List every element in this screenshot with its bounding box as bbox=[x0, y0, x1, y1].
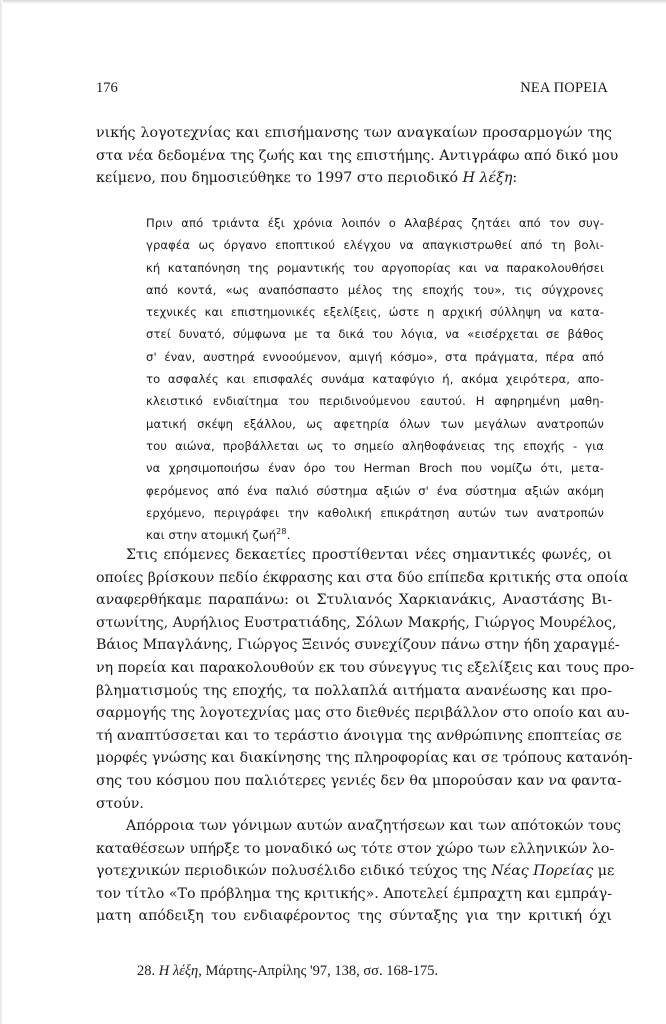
quote-line: να χρησιμοποιήσω έναν όρο του Herman Broch που νομίζω ότι, μετα- bbox=[146, 461, 604, 476]
text-line: στούν. bbox=[96, 795, 144, 812]
intro-paragraph bbox=[96, 122, 619, 190]
footnote bbox=[137, 961, 438, 981]
quote-line: στεί δυνατό, σύμφωνα με τα δικά του λόγια, να «εισέρχεται σε βάθος bbox=[146, 327, 604, 342]
running-head bbox=[96, 80, 608, 100]
text-line: νικής λογοτεχνίας και επισήμανσης των αναγκαίων προσαρμογών της bbox=[96, 125, 612, 141]
block-quote bbox=[146, 212, 604, 546]
text-line: αναφερθήκαμε παραπάνω: οι Στυλιανός Χαρκιανάκις, Αναστάσης Βι- bbox=[96, 592, 612, 609]
text-line: Απόρροια των γόνιμων αυτών αναζητήσεων και των απότοκών τους bbox=[126, 818, 621, 834]
page-number: 176 bbox=[96, 80, 118, 96]
text-line: στα νέα δεδομένα της ζωής και της επιστήμης. Αντιγράφω από δικό μου bbox=[96, 147, 619, 164]
text-line: νη πορεία και παρακολουθούν εκ του σύνεγγυς τις εξελίξεις και τους προ- bbox=[96, 659, 635, 676]
text-fragment: : bbox=[512, 170, 518, 187]
text-line: σης του κόσμου που παλιότερες γενιές δεν θα μπορούσαν καν να φαντα- bbox=[96, 772, 622, 789]
footnote-number: 28. bbox=[137, 963, 159, 979]
text-line: Στις επόμενες δεκαετίες προστίθενται νέες σημαντικές φωνές, οι bbox=[126, 547, 612, 563]
journal-citation: Η λέξη bbox=[462, 170, 513, 187]
quote-line: ματική σκέψη εξάλλου, ως αφετηρία όλων των μεγάλων ανατροπών bbox=[146, 416, 604, 431]
page-edge-shadow bbox=[0, 0, 666, 4]
text-line: καταθέσεων υπήρξε το μοναδικό ως τότε στον χώρο των ελληνικών λο- bbox=[96, 840, 615, 857]
text-line: τον τίτλο «Το πρόβλημα της κριτικής». Αποτελεί έμπραχτη και εμπράγ- bbox=[96, 885, 612, 902]
quote-line: φερόμενος από ένα παλιό σύστημα αξιών σ' ένα σύστημα αξιών ακόμη bbox=[146, 483, 604, 498]
quote-line: Πριν από τριάντα έξι χρόνια λοιπόν ο Αλαβέρας ζητάει από τον συγ- bbox=[146, 216, 604, 230]
quote-line: από κοντά, «ως αναπόσπαστο μέλος της εποχής του», τις σύγχρονες bbox=[146, 282, 604, 297]
text-line bbox=[96, 860, 615, 883]
quote-line: κλειστικό ενδιαίτημα του περιδινούμενου εαυτού. Η αφηρημένη μαθη- bbox=[146, 394, 604, 409]
footnote-details: , Μάρτης-Απρίλης '97, 138, σσ. 168-175. bbox=[198, 963, 439, 979]
text-line: στωνίτης, Αυρήλιος Ευστρατιάδης, Σόλων Μακρής, Γιώργος Μουρέλος, bbox=[96, 614, 617, 631]
journal-citation: Νέας Πορείας bbox=[491, 863, 594, 880]
text-fragment: και στην ατομική ζωή bbox=[146, 528, 277, 543]
quote-line: σ' έναν, αυστηρά εννοούμενον, αμιγή κόσμο», στα πράγματα, πέρα από bbox=[146, 349, 604, 364]
footnote-reference[interactable]: 28 bbox=[276, 527, 287, 537]
text-line: σαρμογής της λογοτεχνίας μας στο διεθνές περιβάλλον στο οποίο και αυ- bbox=[96, 705, 630, 722]
text-line: τή αναπτύσσεται και το τεράστιο άνοιγμα της ανθρώπινης εποπτείας σε bbox=[96, 727, 622, 744]
text-line: ματη απόδειξη του ενδιαφέροντος της σύνταξης για την κριτική όχι bbox=[96, 908, 612, 925]
quote-line: τεχνικές και επιστημονικές εξελίξεις, ώστε η αρχική σύλληψη να κατα- bbox=[146, 305, 604, 320]
text-fragment: γοτεχνικών περιοδικών πολυσέλιδο ειδικό τεύχος της bbox=[96, 863, 492, 880]
quote-line: το ασφαλές και επισφαλές συνάμα καταφύγιο ή, ακόμα χειρότερα, απο- bbox=[146, 372, 604, 387]
text-fragment: κείμενο, που δημοσιεύθηκε το 1997 στο περιοδικό bbox=[96, 170, 463, 187]
footnote-source-title: Η λέξη bbox=[158, 963, 199, 979]
paragraph-3 bbox=[96, 815, 621, 928]
page-edge-shadow-left bbox=[0, 0, 3, 1024]
text-fragment: . bbox=[286, 528, 291, 543]
paragraph-2 bbox=[96, 544, 635, 815]
text-fragment: με bbox=[593, 863, 615, 880]
text-line: οποίες βρίσκουν πεδίο έκφρασης και στα δύο επίπεδα κριτικής στα οποία bbox=[96, 569, 629, 586]
journal-title: ΝΕΑ ΠΟΡΕΙΑ bbox=[520, 80, 608, 96]
quote-line: ερχόμενο, περιγράφει την καθολική επικράτηση αυτών των ανατροπών bbox=[146, 505, 604, 520]
text-line: μορφές γνώσης και διακίνησης της πληροφορίας και σε τρόπους κατανόη- bbox=[96, 750, 633, 767]
text-line: Βάιος Μπαγλάνης, Γιώργος Ξεινός συνεχίζουν πάνω στην ήδη χαραγμέ- bbox=[96, 637, 620, 654]
text-line bbox=[96, 167, 612, 190]
text-line: βληματισμούς της εποχής, τα πολλαπλά αιτήματα ανανέωσης και προ- bbox=[96, 682, 612, 699]
quote-line: κή καταπόνηση της ρομαντικής του αργοπορίας και να παρακολουθήσει bbox=[146, 260, 604, 275]
quote-line: του αιώνα, προβάλλεται ως το σημείο αληθοφάνειας της εποχής - για bbox=[146, 438, 604, 453]
quote-line: γραφέα ως όργανο εποπτικού ελέγχου να απαγκιστρωθεί από τη βολι- bbox=[146, 238, 604, 253]
